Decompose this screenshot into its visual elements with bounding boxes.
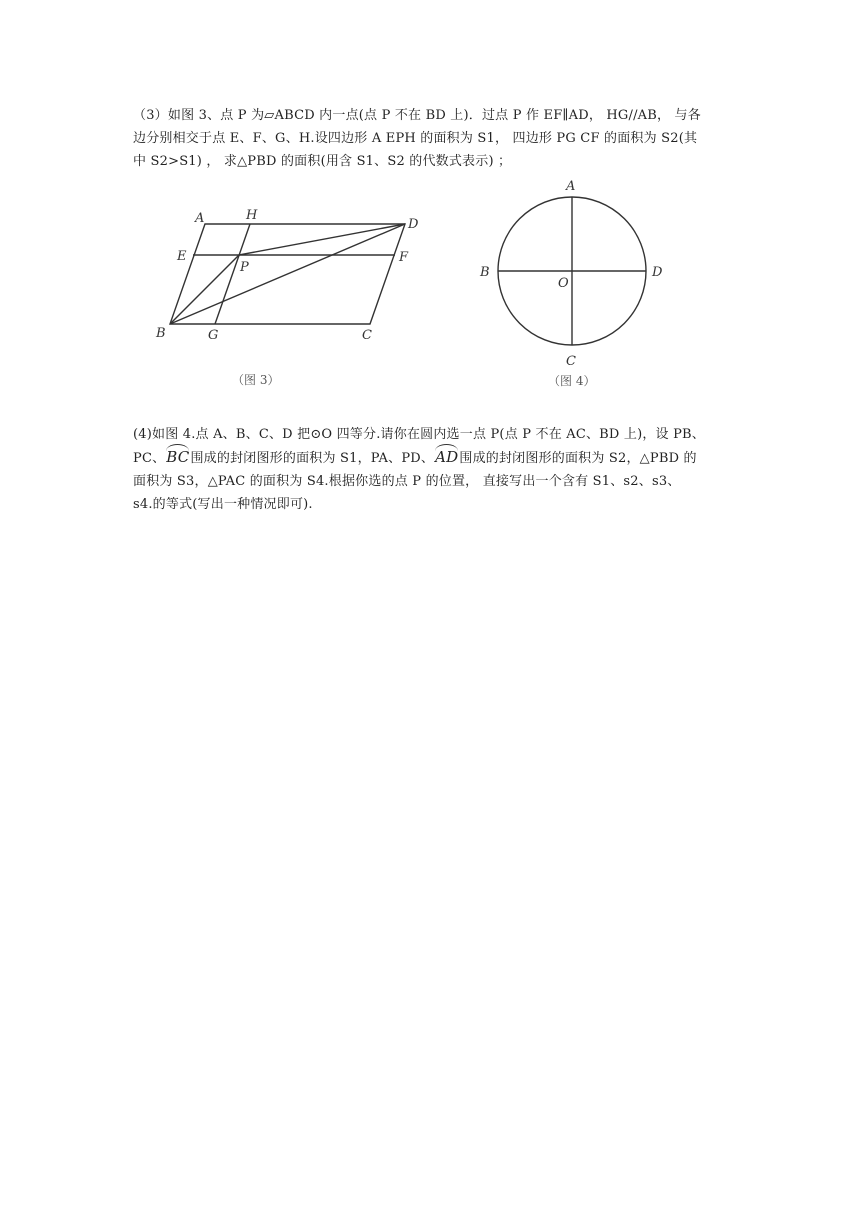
segment-pb xyxy=(170,255,239,324)
figure-3-caption: （图 3） xyxy=(232,373,280,387)
figure-4-caption: （图 4） xyxy=(548,374,596,388)
figure-3-parallelogram xyxy=(150,200,430,400)
question-4-text xyxy=(133,423,738,516)
q4-line-4: s4.的等式(写出一种情况即可). xyxy=(133,497,313,512)
label-g: G xyxy=(208,328,219,343)
label-d: D xyxy=(652,265,663,280)
q4-line-3: 面积为 S3，△PAC 的面积为 S4.根据你选的点 P 的位置， 直接写出一个含有 S1、s2、s3、 xyxy=(133,474,681,489)
label-c: C xyxy=(566,354,576,369)
label-o: O xyxy=(558,276,569,291)
q3-line-2: 边分别相交于点 E、F、G、H.设四边形 A EPH 的面积为 S1， 四边形 PG CF 的面积为 S2(其 xyxy=(133,131,698,146)
label-b: B xyxy=(156,326,166,341)
q4-line-1: (4)如图 4.点 A、B、C、D 把⊙O 四等分.请你在圆内选一点 P(点 P 不在 AC、BD 上)，设 PB、 xyxy=(133,427,705,442)
segment-pd xyxy=(239,224,405,255)
diagonal-bd xyxy=(170,224,405,324)
q4-line-2-part-c: 围成的封闭图形的面积为 S2，△PBD 的 xyxy=(459,451,697,466)
label-e: E xyxy=(177,249,187,264)
q4-line-2-part-a: PC、 xyxy=(133,451,166,466)
figure-4-circle xyxy=(470,175,680,400)
arc-bc: BC xyxy=(165,446,190,469)
q4-line-2 xyxy=(133,446,738,470)
q3-line-1: （3）如图 3、点 P 为▱ABCD 内一点(点 P 不在 BD 上)．过点 P 作 EF∥AD， HG//AB， 与各 xyxy=(133,108,701,123)
arc-ad: AD xyxy=(434,446,459,469)
question-3-text xyxy=(133,104,738,173)
label-d: D xyxy=(408,217,419,232)
label-a: A xyxy=(195,211,205,226)
label-h: H xyxy=(246,208,258,223)
label-a: A xyxy=(566,179,576,194)
label-f: F xyxy=(399,250,409,265)
q3-line-3: 中 S2>S1) ， 求△PBD 的面积(用含 S1、S2 的代数式表示) ； xyxy=(133,154,512,169)
q4-line-2-part-b: 围成的封闭图形的面积为 S1，PA、PD、 xyxy=(190,451,435,466)
label-p: P xyxy=(240,260,249,275)
label-b: B xyxy=(480,265,490,280)
label-c: C xyxy=(362,328,372,343)
